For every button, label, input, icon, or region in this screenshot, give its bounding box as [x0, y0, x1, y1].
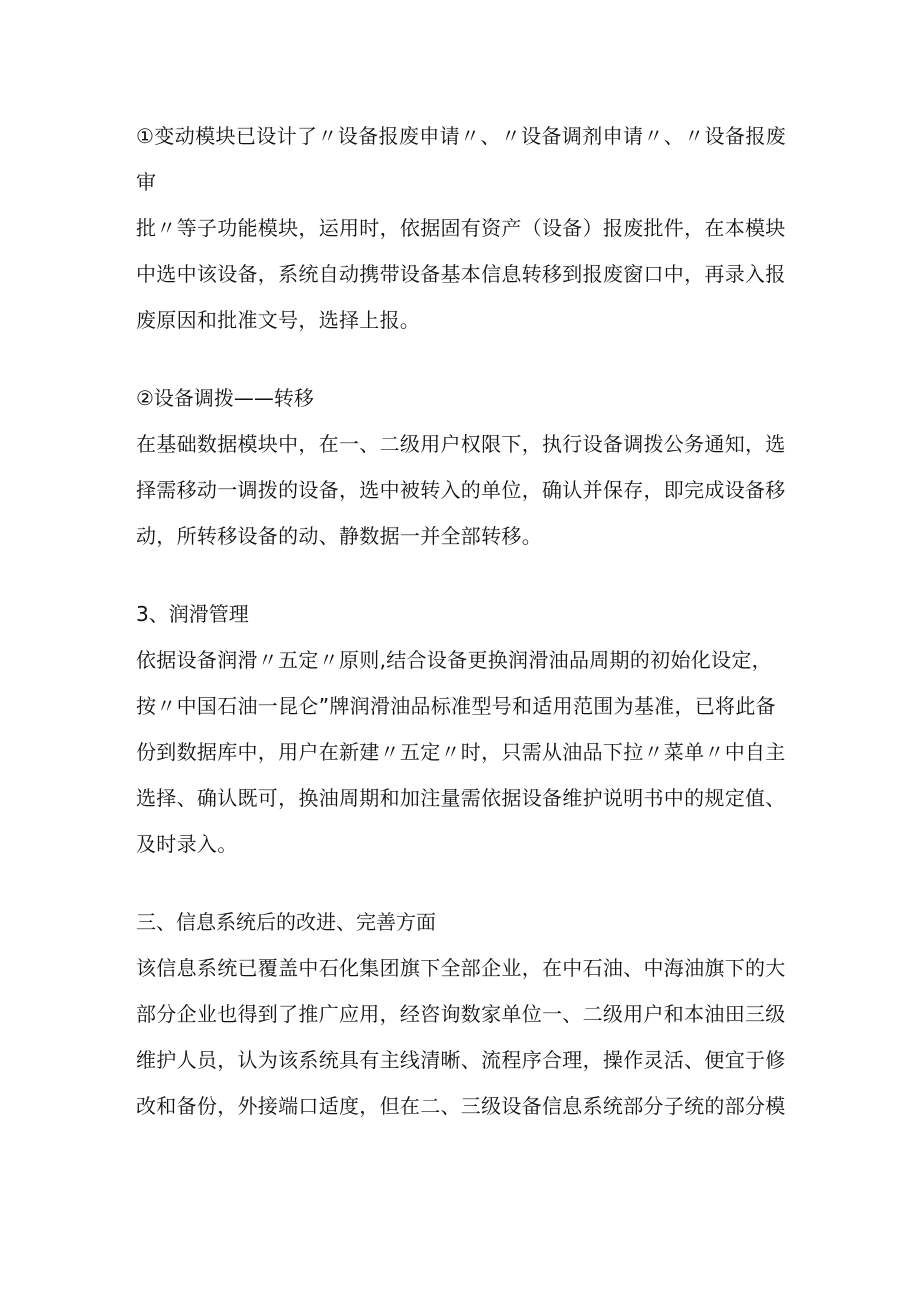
text-line: 改和备份，外接端口适度，但在二、三级设备信息系统部分子统的部分模 [136, 1094, 786, 1118]
text-line: 选择、确认既可，换油周期和加注量需依据设备维护说明书中的规定值、 [136, 786, 786, 810]
text-line: 动，所转移设备的动、静数据一并全部转移。 [136, 524, 542, 548]
text-line: 在基础数据模块中，在一、二级用户权限下，执行设备调拨公务通知，选 [136, 432, 786, 456]
text-line: 及时录入。 [136, 832, 238, 856]
text-line: 依据设备润滑〃五定〃原则,结合设备更换润滑油品周期的初始化设定， [136, 648, 772, 672]
heading-text: 三、信息系统后的改进、完善方面 [136, 910, 436, 934]
text-line: 择需移动一调拨的设备，选中被转入的单位，确认并保存，即完成设备移 [136, 478, 786, 502]
text-line: ①变动模块已设计了〃设备报废申请〃、〃设备调剂申请〃、〃设备报废审 [136, 124, 786, 194]
heading-improvements [136, 899, 786, 945]
heading-lubrication-management [136, 591, 786, 637]
heading-text: ②设备调拨——转移 [136, 386, 314, 410]
text-line: 该信息系统已覆盖中石化集团旗下全部企业，在中石油、中海油旗下的大 [136, 956, 786, 980]
paragraph-transfer-procedure [136, 421, 786, 559]
text-line: 维护人员，认为该系统具有主线清晰、流程序合理，操作灵活、便宜于修 [136, 1048, 786, 1072]
text-line: 批〃等子功能模块，运用时，依据固有资产（设备）报废批件，在本模块 [136, 216, 786, 240]
document-body [136, 113, 786, 1129]
paragraph-scrap-module [136, 113, 786, 343]
heading-equipment-transfer [136, 375, 786, 421]
text-line: 废原因和批准文号，选择上报。 [136, 308, 421, 332]
text-line: 按〃中国石油一昆仑”牌润滑油品标准型号和适用范围为基准，已将此备 [136, 694, 776, 718]
heading-text: 3、润滑管理 [136, 602, 249, 626]
text-line: 中选中该设备，系统自动携带设备基本信息转移到报废窗口中，再录入报 [136, 262, 786, 286]
paragraph-lubrication-details [136, 637, 786, 867]
paragraph-system-evaluation [136, 945, 786, 1129]
text-line: 份到数据库中，用户在新建〃五定〃时，只需从油品下拉〃菜单〃中自主 [136, 740, 786, 764]
text-line: 部分企业也得到了推广应用，经咨询数家单位一、二级用户和本油田三级 [136, 1002, 786, 1026]
